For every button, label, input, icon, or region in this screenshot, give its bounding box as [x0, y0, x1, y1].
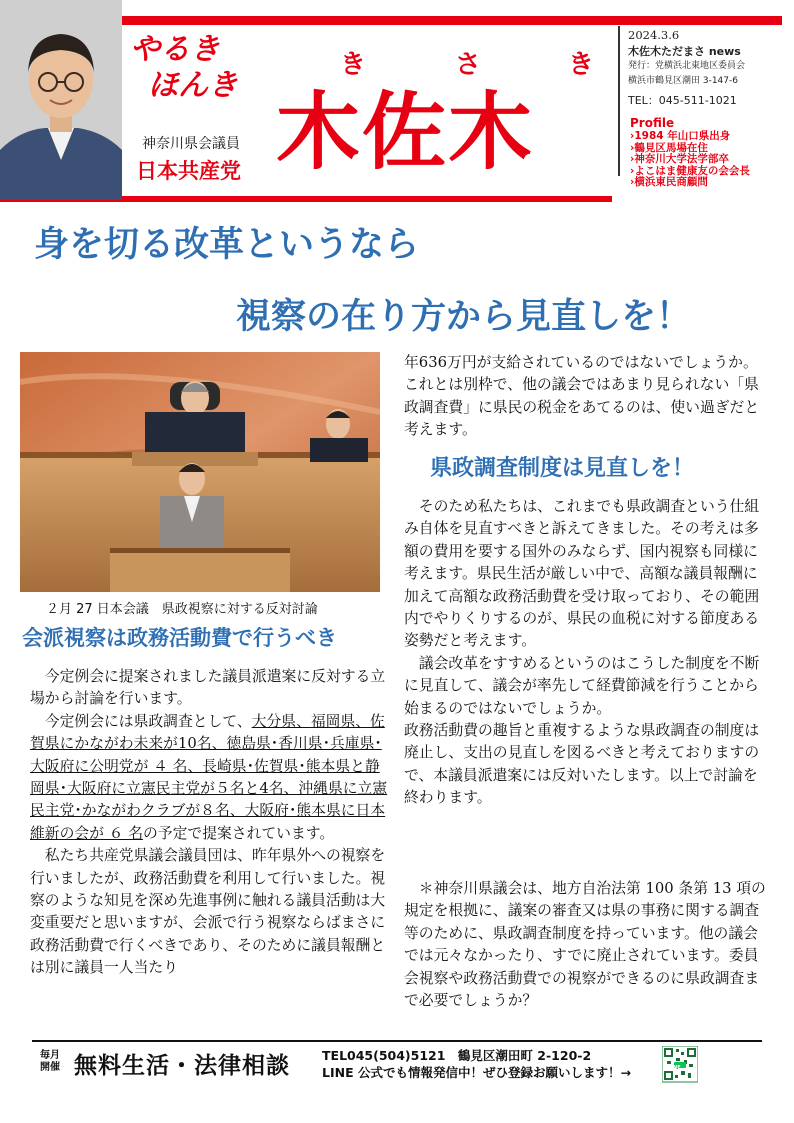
profile-item: ›横浜東民商顧問 — [630, 176, 708, 188]
name-kana-2: さ — [455, 50, 482, 80]
footer-monthly: 毎月 — [40, 1050, 60, 1061]
issue-date: 2024.3.6 — [628, 28, 680, 42]
photo-caption: ２月 27 日本会議 県政視察に対する反対討論 — [46, 602, 318, 617]
footnote — [404, 878, 770, 1012]
header-red-bar — [122, 16, 782, 25]
candidate-role: 神奈川県会議員 — [142, 136, 240, 152]
line-qr-code[interactable] — [662, 1046, 698, 1086]
candidate-name: 木佐木 — [276, 83, 535, 181]
profile-item: ›1984 年山口県出身 — [630, 130, 731, 142]
left-paragraph-2-tail: の予定で提案されています。 — [143, 824, 335, 842]
profile-item: ›神奈川大学法学部卒 — [630, 153, 729, 165]
footer-monthly-label — [40, 1050, 60, 1074]
publisher-tel: TEL：045-511-1021 — [628, 94, 737, 107]
assembly-photo — [20, 352, 380, 592]
headline-line-2: 視察の在り方から見直しを！ — [236, 297, 692, 337]
footer-tel-address: TEL045(504)5121 鶴見区潮田町 2-120-2 — [322, 1048, 592, 1063]
footer-held: 開催 — [40, 1062, 60, 1073]
footer-consultation-title: 無料生活・法律相談 — [74, 1053, 290, 1079]
profile-item: ›鶴見区馬場在住 — [630, 141, 708, 154]
qr-line-label: LINE — [668, 1065, 681, 1071]
footnote-text: ＊神奈川県議会は、地方自治法第 100 条第 13 項の規定を根拠に、議案の審査又は県の事務に関する調査等のために、県政調査制度を持っています。他の議会では元々なかったり、すでに廃止されています。委員会視察や政務活動費での視察ができるのに県政調査まで必要でしょうか？ — [404, 880, 766, 1010]
headline-line-1: 身を切る改革というなら — [34, 225, 420, 265]
candidate-portrait — [0, 0, 122, 200]
party-name: 日本共産党 — [136, 159, 241, 183]
slogan-line-1: やるき — [130, 32, 220, 67]
profile-list — [630, 131, 750, 189]
slogan-line-2: ほんき — [148, 68, 238, 103]
publisher: 発行：党横浜北東地区委員会 — [628, 61, 746, 71]
name-kana-1: き — [340, 50, 367, 80]
right-paragraph-1: そのため私たちは、これまでも県政調査という仕組み自体を見直すべきと訴えてきました。その考えは多額の費用を要する国外のみならず、国内視察も同様に考えます。県民生活が厳しい中で、高額な議員報酬に加えて高額な政務活動費を受け取っており、その範囲内でやりくりするのが、県民の血税に対する節度ある姿勢だと考えます。 — [404, 498, 760, 650]
left-paragraph-1: 今定例会に提案されました議員派遣案に反対する立場から討論を行います。 — [30, 668, 386, 708]
right-section-heading: 県政調査制度は見直しを！ — [430, 456, 695, 481]
delegation-list: 大分県、福岡県、佐賀県にかながわ未来が10名、徳島県･香川県･兵庫県･大阪府に公明党が ４ 名、長崎県･佐賀県･熊本県と静岡県･大阪府に立憲民主党が５名と4名、沖縄県に立憲民主党･かながわクラブが８名、大阪府･熊本県に日本維新の会が ６ 名 — [30, 712, 388, 842]
publisher-address: 横浜市鶴見区潮田 3-147-6 — [628, 76, 738, 86]
left-section-heading: 会派視察は政務活動費で行うべき — [22, 626, 337, 650]
profile-item: ›よこはま健康友の会会長 — [630, 164, 750, 177]
footer-divider — [32, 1040, 762, 1042]
right-paragraph-continued: 年636万円が支給されているのではないでしょうか。これとは別枠で、他の議会ではあまり見られない「県政調査費」に県民の税金をあてるのは、使い過ぎだと考えます。 — [404, 354, 760, 439]
right-column-continuation — [404, 352, 770, 442]
right-column-body — [404, 496, 770, 810]
name-kana-3: き — [568, 50, 595, 80]
left-paragraph-2 — [30, 711, 392, 845]
right-paragraph-2: 議会改革をすすめるというのはこうした制度を不断に見直して、議会が率先して経費節減を行うことから始まるのではないでしょうか。 — [404, 654, 760, 717]
right-paragraph-3: 政務活動費の趣旨と重複するような県政調査の制度は廃止し、支出の見直しを図るべきと考えておりますので、本議員派遣案には反対いたします。以上で討論を終わります。 — [404, 722, 760, 807]
left-paragraph-3: 私たち共産党県議会議員団は、昨年県外への視察を行いましたが、政務活動費を利用して行いました。視察のような知見を深め先進事例に触れる議員活動は大変重要だと思いますが、会派で行う視察ならばまさに政務活動費で行くべきであり、そのために議員報酬とは別に議員一人当たり — [30, 847, 386, 977]
header-divider — [618, 26, 620, 176]
newsletter-title: 木佐木ただまさ news — [628, 45, 741, 58]
profile-heading: Profile — [630, 116, 675, 130]
left-paragraph-2-intro: 今定例会には県政調査として、 — [44, 712, 252, 730]
footer-line-notice: LINE 公式でも情報発信中！ぜひ登録お願いします！→ — [322, 1065, 631, 1080]
left-column-body — [30, 666, 392, 980]
